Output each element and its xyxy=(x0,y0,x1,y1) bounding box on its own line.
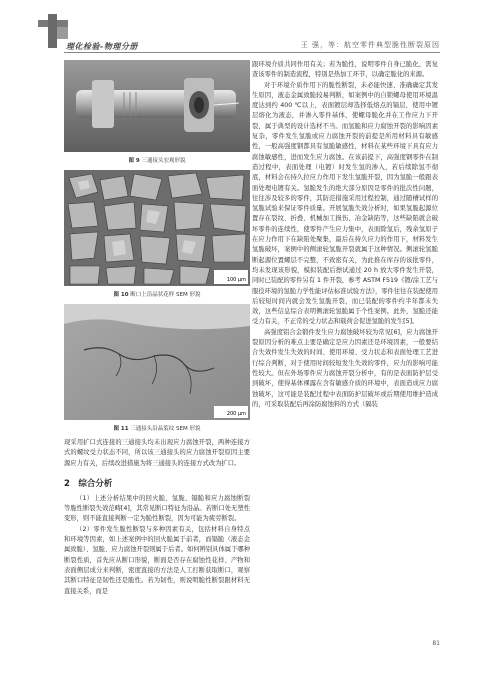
page-header xyxy=(0,0,480,56)
figure-10-photo xyxy=(64,170,250,286)
paragraph-left-2: （2）零件发生脆性断裂与多种因素有关，包括材料自身特点和环境等因素，如上述案例中的回火脆属于前者，而镉脆（液态金属致脆）、氢脆、应力腐蚀开裂则属于后者。如何辨别具体属于哪种断裂性质，首先应从断口形貌，断面是否存在腐蚀性花样、产物和表面侧层成分来判断，密度直接的方法是人工打断获取断口，观察其断口特征是韧性还是脆性。若为韧性，则说明脆性断裂跟材料无直接关系，而是 xyxy=(64,525,250,595)
journal-logo xyxy=(38,14,68,48)
figure-10-scale: 100 μm xyxy=(226,277,246,283)
paragraph-left-1: （1）上述分析结果中的回火脆、氢脆、镉脆和应力腐蚀断裂等脆性断裂失效范畴[4]，其常见断口特征为沿晶。若断口处无塑性变形，则不能直接判断一定为脆性断裂，因为可能为疲劳断裂。 xyxy=(64,494,250,523)
figure-11-label: 图 11 xyxy=(113,426,129,432)
journal-name: 理化检验-物理分册 xyxy=(66,42,138,51)
figure-11-text: 三通接头沿晶裂纹 SEM 形貌 xyxy=(130,426,201,432)
figure-10-text: 断口上沿晶状花样 SEM 形貌 xyxy=(130,292,201,298)
right-column xyxy=(252,60,438,410)
paragraph-right-1: 跟环境介质共同作用有关；若为脆性，说明零件自身已脆化，需复查该零件的制造流程，特别是热加工环节，以确定脆化的来源。 xyxy=(252,61,438,79)
paragraph-right-2: 对于环境介质作用下的脆性断裂，未必能快速、准确确定其发生原因，液态金属致脆较易判断，如案例中的自锁螺母使用环境温度达到约 400 ℃以上，表面镀层却选择低熔点的镉层，使用中镀层熔化为液态，并渗入零件基体，使螺母脆化并在工作应力下开裂，属于典型的设计选材不当。而氢脆和应力腐蚀开裂的影响因素复杂，零件发生氢脆或应力腐蚀开裂的前提是所用材料具有敏感性，一般高强度钢都具有氢脆敏感性，材料在某些环境下具有应力腐蚀敏感性，进而发生应力腐蚀。在该前提下，高强度钢零件在制造过程中，表面处理（电镀）时发生氢的渗入，若后续除氢不彻底，材料会在持久拉应力作用下发生氢脆开裂，因为氢脆一般跟表面处理电镀有关。氢脆发生的绝大部分原因是零件的批次性问题，往往涉及较多的零件，其防范措施采用过程控制，通过随槽试样的氢脆试验来保证零件质量。开展氢脆失效分析时，如果氢脆起源位置存在裂纹、折叠、机械加工损伤、冶金缺陷等，这些缺陷就会破坏零件的连续性，使零件产生应力集中，表面除氢后，残余氢原子在应力作用下在缺陷处聚集，最后在持久应力的作用下，材料发生氢脆破坏，案例中的侧滚轮氢脆开裂就属于这种情况。侧滚轮氢脆断起源位置螺层不完整，不致密有关，为此推在库存的该批零件，均未发现该形貌，模拟装配后擦试通过 20 h 放大零件发生开裂，同时已装配的零件另有 1 件开裂，参考 ASTM F519《镀/涂工艺与服役环境的氢脆力学性能评估标准试验方法》，零件往往在装配使用后较短时间内就会发生氢脆开裂，而已装配的零件约半年都未失效，这些信息综合表明侧滚轮氢脆属于个性案例。此外，氢脆还能受力有关，不正常的受力状态和载荷会促进氢脆的发生[5]。 xyxy=(252,81,438,326)
figure-11-scale: 200 μm xyxy=(226,411,246,417)
left-column xyxy=(64,60,250,597)
figure-9-caption xyxy=(64,156,250,164)
figure-9-photo xyxy=(64,60,250,152)
figure-10-label: 图 10 xyxy=(113,292,129,298)
paragraph-right-3: 高强度铝合金锻件发生应力腐蚀破坏较为常见[6]，应力腐蚀开裂原因分析的难点主要是确定是应力因素还是环境因素，一般要结合失效件发生失效的时间、使用环境、受力状态和表面处理工艺进行综合判断，对于使用时间较短发生失效的零件，应力的影响可能性较大。但在外场零件应力腐蚀开裂分析中，有的是表面防护层受到破坏，使得基体裸露在含有敏感介质的环境中，表面造成应力腐蚀破坏，这可能是装配过程中表面防护层破坏或后期使用维护造成的，可采取装配后再涂防腐蚀料的方式（隔装 xyxy=(252,328,438,408)
figure-9-label: 图 9 xyxy=(128,158,140,164)
figure-9-text: 三通接头宏观形貌 xyxy=(141,158,186,164)
figure-10-caption xyxy=(64,290,250,298)
page-number: 81 xyxy=(432,640,440,647)
header-rule xyxy=(64,52,440,53)
figure-11-caption xyxy=(64,424,250,432)
figure-11-photo xyxy=(64,304,250,420)
section-heading: 2 综合分析 xyxy=(64,478,113,489)
running-title: 王 强，等：航空零件典型脆性断裂原因 xyxy=(300,41,440,49)
paragraph-fig-followup: 现采用扩口式连接的三通接头均未出现应力腐蚀开裂，两种连接方式的螺纹受力状态不同，所以该三通接头的应力腐蚀开裂原因主要源应力有关，后续改进措施为将三通接头的连接方式改为扩口。 xyxy=(64,439,250,467)
